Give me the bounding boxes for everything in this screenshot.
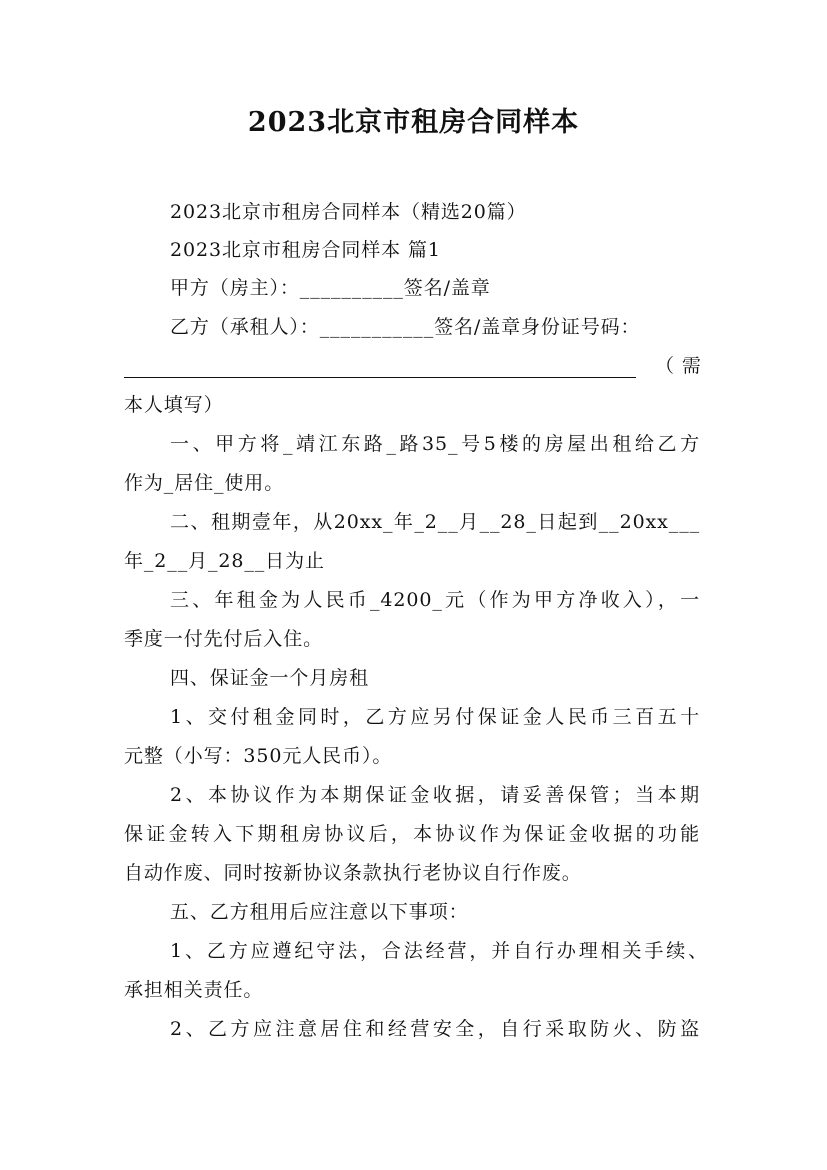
clause-4-1-line-2: 元整（小写：350元人民币）。: [124, 745, 393, 767]
subtitle-line: 2023北京市租房合同样本（精选20篇）: [170, 201, 527, 223]
clause-4-2-line-3: 自动作废、同时按新协议条款执行老协议自行作废。: [124, 862, 582, 884]
id-number-blank: [124, 377, 636, 378]
clause-3-line-2: 季度一付先付后入住。: [124, 628, 324, 650]
clause-1-line-2: 作为_居住_使用。: [124, 472, 285, 494]
clause-5-2-line-1: 2、乙方应注意居住和经营安全，自行采取防火、防盗: [170, 1018, 700, 1040]
fill-note-start: （ 需: [655, 355, 702, 377]
fill-note-end: 本人填写）: [124, 394, 224, 416]
clause-4-1-line-1: 1、交付租金同时，乙方应另付保证金人民币三百五十: [170, 706, 700, 728]
clause-4-heading: 四、保证金一个月房租: [170, 667, 370, 689]
clause-5-1-line-2: 承担相关责任。: [124, 979, 264, 1001]
clause-5-heading: 五、乙方租用后应注意以下事项：: [170, 901, 469, 923]
clause-3-line-1: 三、年租金为人民币_4200_元（作为甲方净收入），一: [170, 589, 700, 611]
clause-4-2-line-1: 2、本协议作为本期保证金收据，请妥善保管；当本期: [170, 784, 700, 806]
clause-4-2-line-2: 保证金转入下期租房协议后，本协议作为保证金收据的功能: [124, 823, 700, 845]
clause-1-line-1: 一、甲方将_靖江东路_路35_号5楼的房屋出租给乙方: [170, 433, 700, 455]
party-b-line: 乙方（承租人）：___________签名/盖章身份证号码：: [170, 316, 641, 338]
document-title: 2023北京市租房合同样本: [247, 107, 580, 138]
clause-2-line-2: 年_2__月_28__日为止: [124, 550, 325, 572]
section-heading: 2023北京市租房合同样本 篇1: [170, 239, 441, 261]
clause-2-line-1: 二、租期壹年，从20xx_年_2__月__28_日起到__20xx___: [170, 511, 700, 533]
party-a-line: 甲方（房主）：__________签名/盖章: [170, 277, 491, 299]
clause-5-1-line-1: 1、乙方应遵纪守法，合法经营，并自行办理相关手续、: [170, 940, 708, 962]
